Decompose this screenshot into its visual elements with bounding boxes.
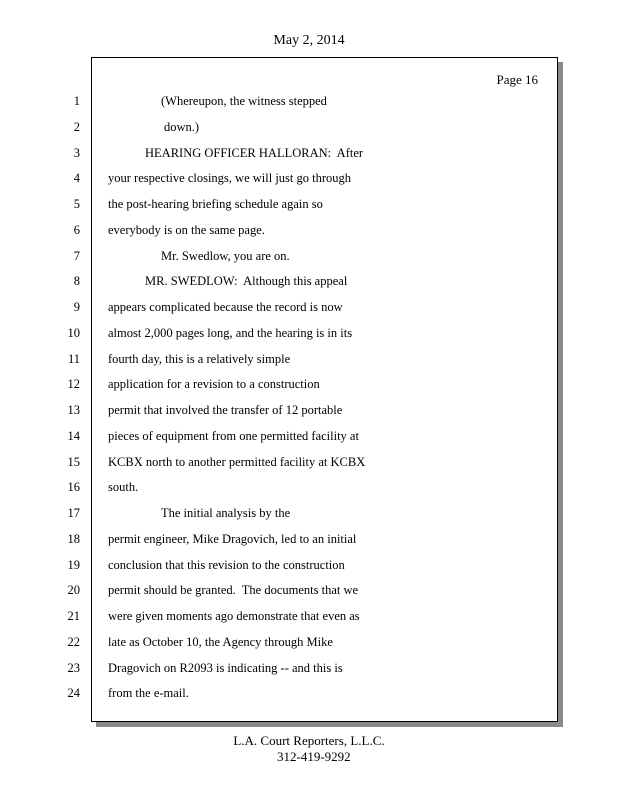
transcript-line-text: The initial analysis by the bbox=[161, 506, 291, 520]
document-date: May 2, 2014 bbox=[273, 33, 345, 48]
line-number: 14 bbox=[67, 429, 80, 443]
transcript-line-text: pieces of equipment from one permitted facility at bbox=[108, 429, 359, 443]
transcript-line-text: the post-hearing briefing schedule again so bbox=[108, 197, 323, 211]
footer-company: L.A. Court Reporters, L.L.C. bbox=[233, 733, 385, 748]
transcript-line-text: your respective closings, we will just go through bbox=[108, 171, 352, 185]
transcript-line-text: everybody is on the same page. bbox=[108, 223, 265, 237]
transcript-line-text: conclusion that this revision to the construction bbox=[108, 558, 345, 572]
line-number: 19 bbox=[67, 558, 80, 572]
line-number: 15 bbox=[67, 455, 80, 469]
transcript-line-text: HEARING OFFICER HALLORAN: After bbox=[145, 146, 364, 160]
page-number: Page 16 bbox=[496, 72, 538, 87]
line-number: 3 bbox=[73, 146, 80, 160]
line-number: 2 bbox=[73, 120, 80, 134]
line-number: 21 bbox=[67, 609, 80, 623]
transcript-line-text: KCBX north to another permitted facility at KCBX bbox=[108, 455, 366, 469]
line-number: 10 bbox=[67, 326, 80, 340]
line-number: 8 bbox=[73, 274, 80, 288]
transcript-line-text: almost 2,000 pages long, and the hearing is in its bbox=[108, 326, 353, 340]
line-number: 11 bbox=[67, 352, 80, 366]
line-number: 13 bbox=[67, 403, 80, 417]
line-number: 23 bbox=[67, 661, 80, 675]
transcript-line-text: Mr. Swedlow, you are on. bbox=[161, 249, 290, 263]
line-number: 22 bbox=[67, 635, 80, 649]
line-number: 16 bbox=[67, 480, 80, 494]
transcript-line-text: were given moments ago demonstrate that even as bbox=[108, 609, 360, 623]
transcript-line-text: Dragovich on R2093 is indicating -- and this is bbox=[108, 661, 343, 675]
line-number: 1 bbox=[73, 94, 80, 108]
footer-phone: 312-419-9292 bbox=[277, 749, 351, 764]
line-number: 17 bbox=[67, 506, 80, 520]
transcript-line-text: appears complicated because the record is now bbox=[108, 300, 343, 314]
line-number: 20 bbox=[67, 583, 80, 597]
line-number: 5 bbox=[73, 197, 80, 211]
transcript-line-text: south. bbox=[108, 480, 139, 494]
transcript-line-text: application for a revision to a construction bbox=[108, 377, 320, 391]
line-number: 12 bbox=[67, 377, 80, 391]
transcript-line-text: down.) bbox=[164, 120, 200, 134]
transcript-line-text: MR. SWEDLOW: Although this appeal bbox=[145, 274, 348, 288]
transcript-line-text: permit that involved the transfer of 12 portable bbox=[108, 403, 343, 417]
transcript-line-text: from the e-mail. bbox=[108, 686, 189, 700]
transcript-line-text: (Whereupon, the witness stepped bbox=[161, 94, 327, 108]
transcript-line-text: permit should be granted. The documents that we bbox=[108, 583, 359, 597]
line-number: 18 bbox=[67, 532, 80, 546]
line-number: 6 bbox=[73, 223, 80, 237]
line-number: 9 bbox=[73, 300, 80, 314]
line-number: 7 bbox=[73, 249, 80, 263]
transcript-line-text: late as October 10, the Agency through Mike bbox=[108, 635, 333, 649]
line-number: 24 bbox=[67, 686, 80, 700]
line-number: 4 bbox=[73, 171, 80, 185]
transcript-line-text: fourth day, this is a relatively simple bbox=[108, 352, 291, 366]
transcript-line-text: permit engineer, Mike Dragovich, led to an initial bbox=[108, 532, 357, 546]
